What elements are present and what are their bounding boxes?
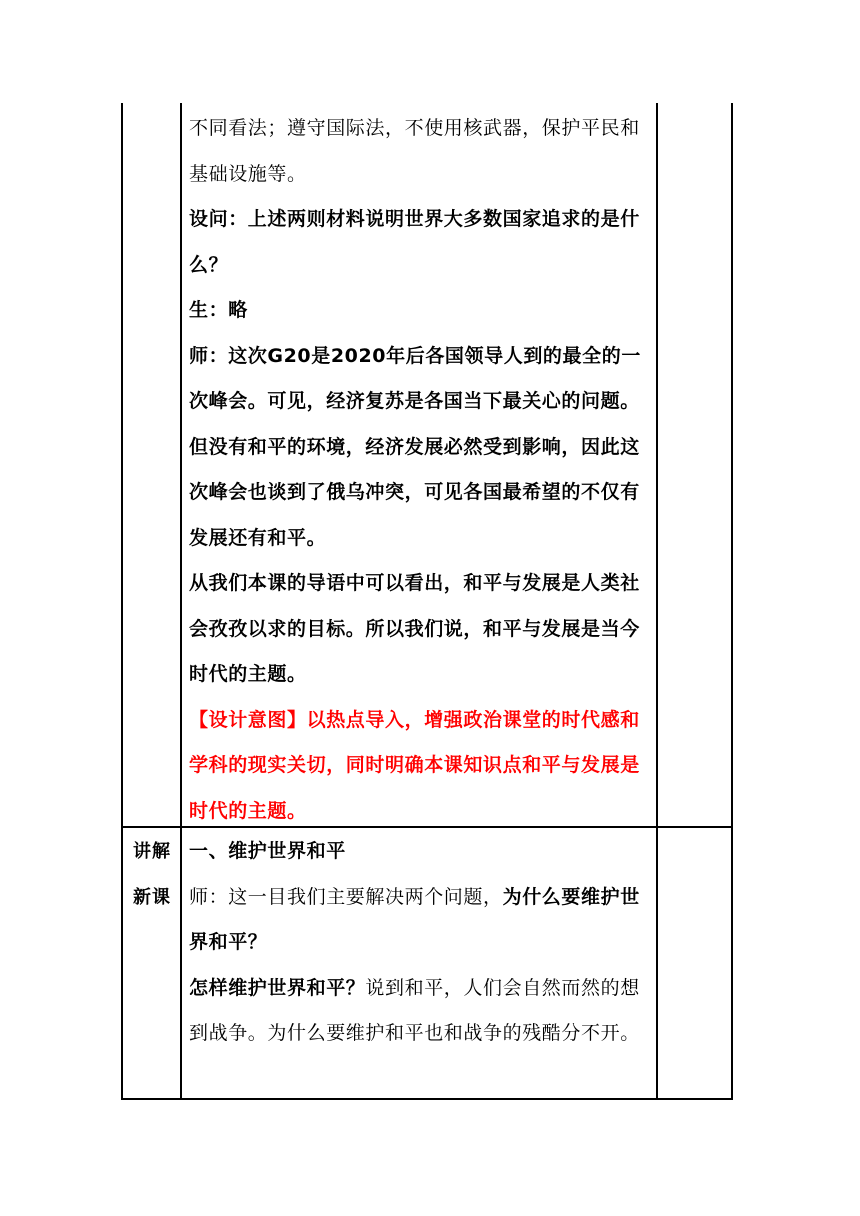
table-left-border	[121, 103, 123, 1099]
row-label-new-lesson	[126, 829, 178, 920]
paragraph-theme-of-times: 从我们本课的导语中可以看出，和平与发展是人类社会孜孜以求的目标。所以我们说，和平与发展是当今时代的主题。	[189, 572, 640, 685]
paragraph-teacher-g20: 师：这次G20是2020年后各国领导人到的最全的一次峰会。可见，经济复苏是各国当下最关心的问题。但没有和平的环境，经济发展必然受到影响，因此这次峰会也谈到了俄乌冲突，可见各国最希望的不仅有发展还有和平。	[189, 344, 641, 549]
text-segment: 说到和平，人们会自然而然的想到战争。为什么要维护和平也和战争的残酷分不开。	[189, 976, 640, 1044]
paragraph-intro-continuation: 不同看法；遵守国际法，不使用核武器，保护平民和基础设施等。	[189, 117, 640, 185]
row-label-line-1: 讲解	[133, 841, 171, 862]
text-segment-bold: 怎样维护世界和平？	[189, 976, 366, 999]
table-bottom-border	[121, 1098, 733, 1100]
row-label-line-2: 新课	[133, 886, 171, 908]
text-segment: 师：这一目我们主要解决两个问题，	[189, 885, 503, 908]
paragraph-two-questions	[189, 875, 651, 966]
paragraph-design-intent: 【设计意图】以热点导入，增强政治课堂的时代感和学科的现实关切，同时明确本课知识点和平与发展是时代的主题。	[189, 708, 640, 822]
section-heading: 一、维护世界和平	[189, 840, 346, 862]
lesson-intro-cell	[189, 106, 651, 834]
text-segment-bold: 为什么要维护世界和平？	[189, 885, 640, 953]
table-column-divider-1	[180, 103, 182, 1099]
paragraph-how-to-maintain	[189, 966, 651, 1057]
paragraph-question: 设问：上述两则材料说明世界大多数国家追求的是什么？	[189, 208, 640, 276]
table-column-divider-2	[656, 103, 658, 1099]
table-right-border	[731, 103, 733, 1099]
new-lesson-cell	[189, 829, 651, 1057]
paragraph-student-answer: 生：略	[189, 299, 248, 321]
